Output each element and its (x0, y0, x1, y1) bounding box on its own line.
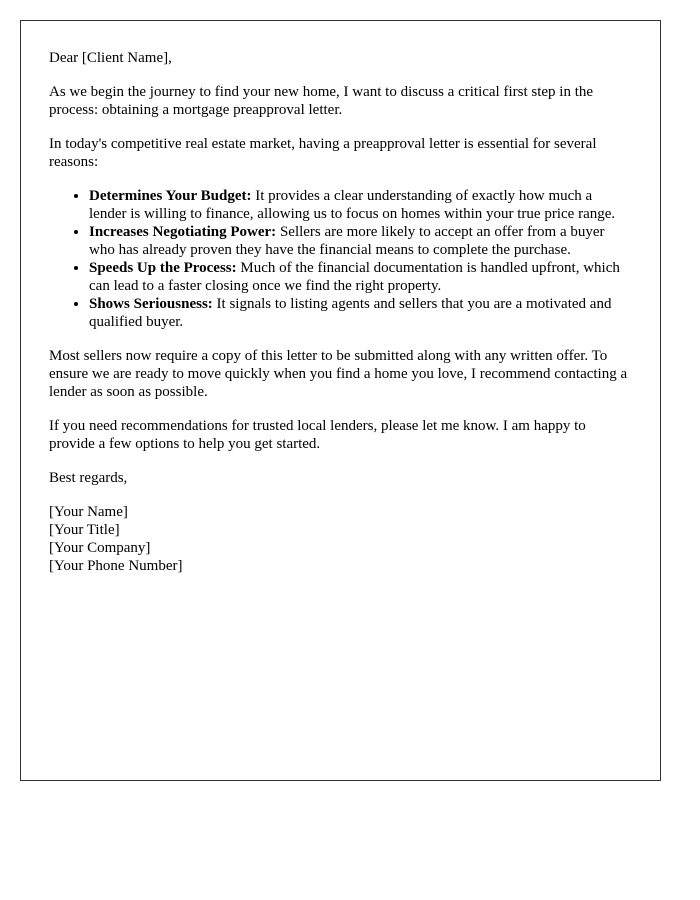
reason-title: Determines Your Budget: (89, 188, 252, 204)
intro-paragraph: As we begin the journey to find your new home, I want to discuss a critical first step in the process: obtaining a mortgage preapproval letter. (49, 84, 594, 118)
lender-recommendation-paragraph: If you need recommendations for trusted local lenders, please let me know. I am happy to provide a few options to help you get started. (49, 418, 586, 452)
list-item (89, 223, 632, 259)
reason-title: Speeds Up the Process: (89, 260, 237, 276)
list-item (89, 295, 632, 331)
reason-title: Shows Seriousness: (89, 296, 213, 312)
signature-block (49, 503, 632, 575)
reason-title: Increases Negotiating Power: (89, 224, 277, 240)
salutation: Dear [Client Name], (49, 50, 172, 66)
signature-company: [Your Company] (49, 540, 151, 556)
reason-text: Much of the financial documentation is handled upfront, which can lead to a faster closing once we find the right property. (89, 260, 620, 294)
letter (20, 20, 661, 781)
reason-text: It provides a clear understanding of exactly how much a lender is willing to finance, allowing us to focus on homes within your true price range. (89, 188, 616, 222)
signature-name: [Your Name] (49, 504, 128, 520)
reasons-lead-in: In today's competitive real estate market, having a preapproval letter is essential for several reasons: (49, 136, 597, 170)
signature-title: [Your Title] (49, 522, 120, 538)
list-item (89, 259, 632, 295)
sign-off: Best regards, (49, 470, 128, 486)
list-item (89, 187, 632, 223)
reason-text: Sellers are more likely to accept an offer from a buyer who has already proven they have the financial means to complete the purchase. (89, 224, 605, 258)
reason-text: It signals to listing agents and sellers that you are a motivated and qualified buyer. (89, 296, 612, 330)
signature-phone: [Your Phone Number] (49, 558, 183, 574)
sellers-requirement-paragraph: Most sellers now require a copy of this letter to be submitted along with any written offer. To ensure we are ready to move quickly when you find a home you love, I recommend contacting a lender as soon as possible. (49, 348, 628, 400)
reasons-list (49, 187, 632, 331)
